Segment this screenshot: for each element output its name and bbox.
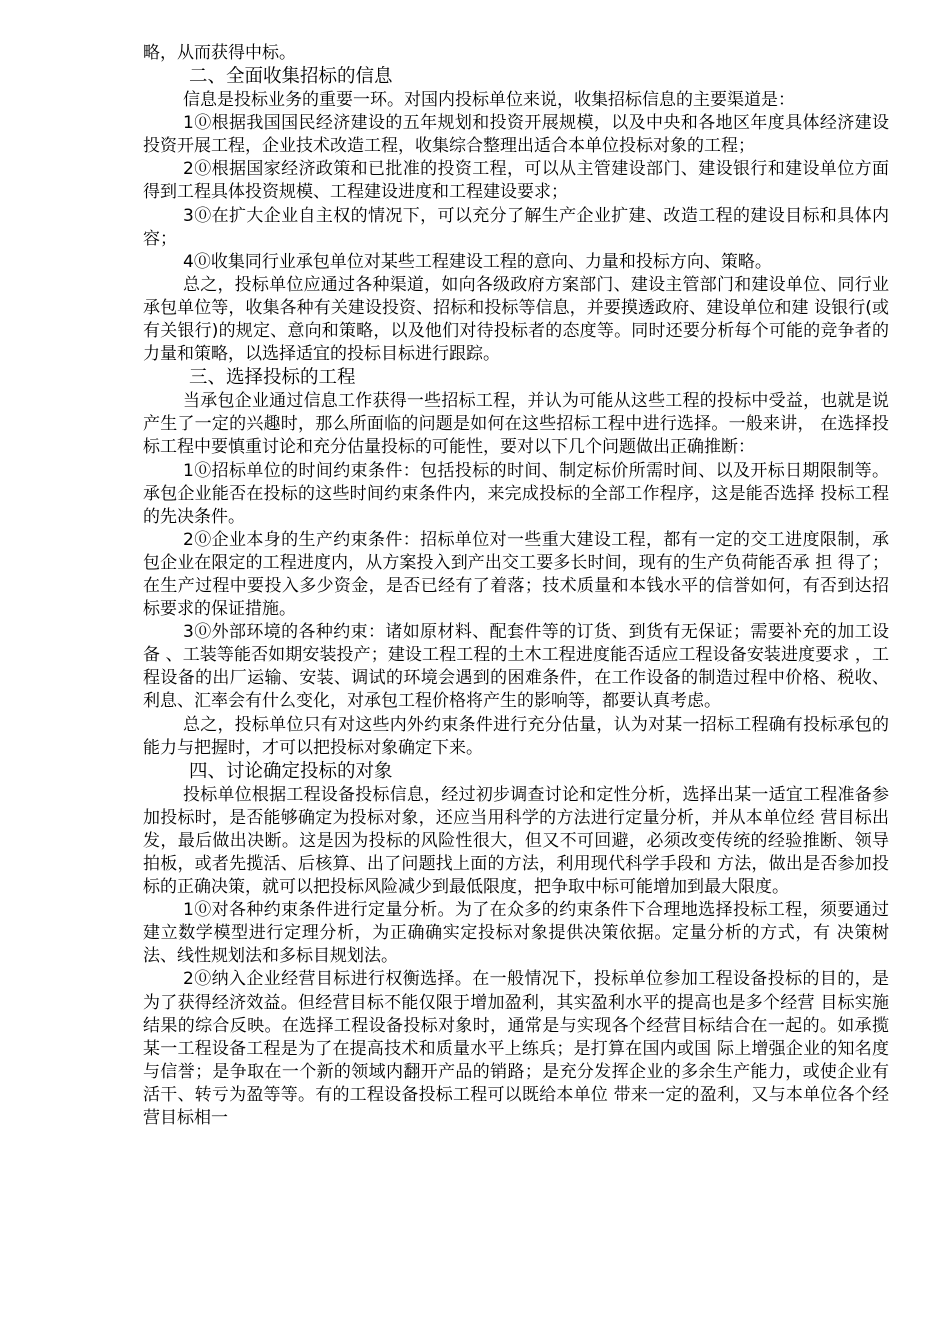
body-paragraph: 信息是投标业务的重要一环。对国内投标单位来说，收集招标信息的主要渠道是： (183, 90, 795, 111)
section-heading: 二、全面收集招标的信息 (189, 66, 393, 88)
section-heading: 四、讨论确定投标的对象 (189, 760, 393, 782)
body-paragraph: 1⓪对各种约束条件进行定量分析。为了在众多的约束条件下合理地选择投标工程，须要通过建立数学模型进行定理分析，为正确确实定投标对象提供决策依据。定量分析的方式，有 决策树法、线性规划法和多标目规划法。 (143, 900, 889, 967)
body-paragraph: 2⓪根据国家经济政策和已批准的投资工程，可以从主管建设部门、建设银行和建设单位方面得到工程具体投资规模、工程建设进度和工程建设要求； (143, 159, 889, 203)
body-paragraph: 1⓪招标单位的时间约束条件：包括投标的时间、制定标价所需时间、以及开标日期限制等。承包企业能否在投标的这些时间约束条件内，来完成投标的全部工作程序，这是能否选择 投标工程的先决条件。 (143, 460, 889, 527)
body-paragraph: 当承包企业通过信息工作获得一些招标工程，并认为可能从这些工程的投标中受益，也就是说产生了一定的兴趣时，那么所面临的问题是如何在这些招标工程中进行选择。一般来讲， 在选择投标工程中要慎重讨论和充分估量投标的可能性，要对以下几个问题做出正确推断： (143, 391, 889, 458)
body-paragraph: 总之，投标单位应通过各种渠道，如向各级政府方案部门、建设主管部门和建设单位、同行业承包单位等，收集各种有关建设投资、招标和投标等信息，并要摸透政府、建设单位和建 设银行(或有关银行)的规定、意向和策略，以及他们对待投标者的态度等。同时还要分析每个可能的竞争者的力量和策略，以选择适宜的投标目标进行跟踪。 (143, 274, 889, 365)
body-paragraph: 2⓪纳入企业经营目标进行权衡选择。在一般情况下，投标单位参加工程设备投标的目的，是为了获得经济效益。但经营目标不能仅限于增加盈利，其实盈利水平的提高也是多个经营 目标实施结果的综合反映。在选择工程设备投标对象时，通常是与实现各个经营目标结合在一起的。如承揽某一工程设备工程是为了在提高技术和质量水平上练兵；是打算在国内或国 际上增强企业的知名度与信誉；是争取在一个新的领域内翻开产品的销路；是充分发挥企业的多余生产能力，或使企业有活干、转亏为盈等等。有的工程设备投标工程可以既给本单位 带来一定的盈利，又与本单位各个经营目标相一 (143, 969, 889, 1129)
body-paragraph: 3⓪在扩大企业自主权的情况下，可以充分了解生产企业扩建、改造工程的建设目标和具体内容； (143, 205, 889, 249)
body-paragraph: 1⓪根据我国国民经济建设的五年规划和投资开展规模，以及中央和各地区年度具体经济建设投资开展工程，企业技术改造工程，收集综合整理出适合本单位投标对象的工程； (143, 113, 889, 157)
body-paragraph: 4⓪收集同行业承包单位对某些工程建设工程的意向、力量和投标方向、策略。 (183, 251, 772, 272)
body-paragraph: 2⓪企业本身的生产约束条件：招标单位对一些重大建设工程，都有一定的交工进度限制，承包企业在限定的工程进度内，从方案投入到产出交工要多长时间，现有的生产负荷能否承 担 得了；在生产过程中要投入多少资金，是否已经有了着落；技术质量和本钱水平的信誉如何，有否到达招标要求的保证措施。 (143, 529, 889, 620)
body-paragraph: 3⓪外部环境的各种约束：诸如原材料、配套件等的订货、到货有无保证；需要补充的加工设备 、工装等能否如期安装投产；建设工程工程的土木工程进度能否适应工程设备安装进度要求 ，工程设备的出厂运输、安装、调试的环境会遇到的困难条件，在工作设备的制造过程中价格、税收、利息、汇率会有什么变化，对承包工程价格将产生的影响等，都要认真考虑。 (143, 622, 889, 712)
document-page (143, 42, 889, 1130)
body-paragraph: 略，从而获得中标。 (143, 43, 296, 63)
body-paragraph: 总之，投标单位只有对这些内外约束条件进行充分估量，认为对某一招标工程确有投标承包的能力与把握时，才可以把投标对象确定下来。 (143, 714, 889, 758)
body-paragraph: 投标单位根据工程设备投标信息，经过初步调查讨论和定性分析，选择出某一适宜工程准备参加投标时，是否能够确定为投标对象，还应当用科学的方法进行定量分析，并从本单位经 营目标出发，最后做出决断。这是因为投标的风险性很大，但又不可回避，必须改变传统的经验推断、领导拍板，或者先揽活、后核算、出了问题找上面的方法，利用现代科学手段和 方法，做出是否参加投标的正确决策，就可以把投标风险减少到最低限度，把争取中标可能增加到最大限度。 (143, 784, 889, 898)
section-heading: 三、选择投标的工程 (189, 367, 356, 389)
